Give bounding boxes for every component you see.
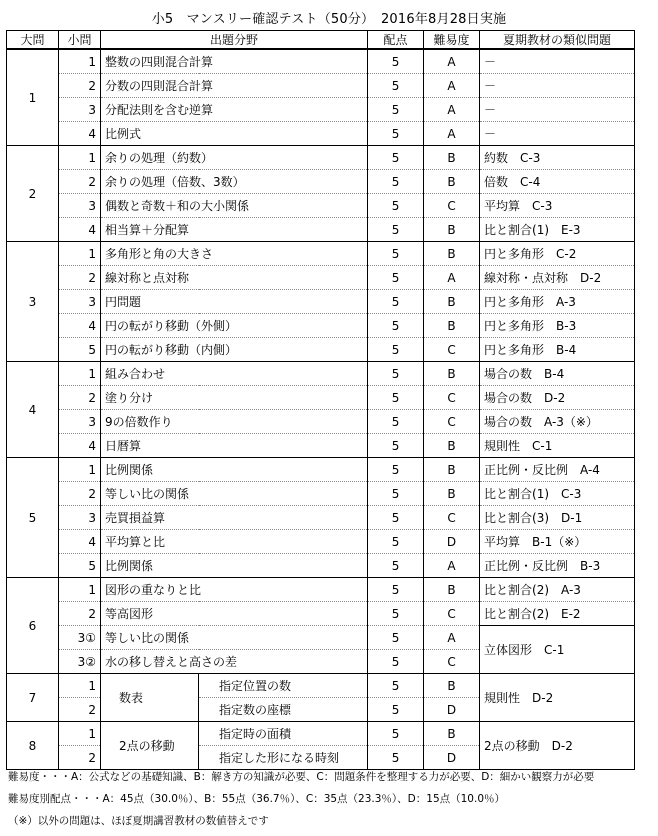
table-row [7, 482, 635, 506]
table-row [7, 170, 635, 194]
daimon-cell: 4 [7, 362, 59, 458]
shomon-cell: 3① [59, 626, 101, 650]
haiten-cell: 5 [368, 218, 424, 242]
topic-cell: 数表 [101, 674, 199, 722]
haiten-cell: 5 [368, 698, 424, 722]
nanido-cell: D [424, 530, 480, 554]
ruiji-cell: 円と多角形 C-2 [480, 242, 635, 266]
table-row [7, 386, 635, 410]
haiten-cell: 5 [368, 722, 424, 746]
ruiji-cell: － [480, 122, 635, 146]
haiten-cell: 5 [368, 74, 424, 98]
header-daimon: 大問 [7, 31, 59, 50]
shomon-cell: 2 [59, 602, 101, 626]
ruiji-cell: 比と割合(2) A-3 [480, 578, 635, 602]
table-row [7, 458, 635, 482]
ruiji-cell: 平均算 C-3 [480, 194, 635, 218]
bunya-cell: 等高図形 [101, 602, 368, 626]
daimon-cell: 7 [7, 674, 59, 722]
daimon-cell: 6 [7, 578, 59, 674]
nanido-cell: C [424, 506, 480, 530]
nanido-cell: B [424, 290, 480, 314]
bunya-cell: 分配法則を含む逆算 [101, 98, 368, 122]
haiten-cell: 5 [368, 530, 424, 554]
table-row [7, 674, 635, 698]
nanido-cell: C [424, 194, 480, 218]
table-row [7, 49, 635, 74]
ruiji-cell: 比と割合(2) E-2 [480, 602, 635, 626]
nanido-cell: B [424, 458, 480, 482]
ruiji-cell: 正比例・反比例 A-4 [480, 458, 635, 482]
nanido-cell: D [424, 698, 480, 722]
haiten-cell: 5 [368, 98, 424, 122]
haiten-cell: 5 [368, 290, 424, 314]
bunya-cell: 余りの処理（倍数、3数） [101, 170, 368, 194]
nanido-cell: B [424, 314, 480, 338]
shomon-cell: 1 [59, 674, 101, 698]
header-row [7, 31, 635, 50]
header-bunya: 出題分野 [101, 31, 368, 50]
shomon-cell: 3 [59, 98, 101, 122]
haiten-cell: 5 [368, 458, 424, 482]
bunya-cell: 等しい比の関係 [101, 626, 368, 650]
ruiji-cell: 比と割合(3) D-1 [480, 506, 635, 530]
ruiji-cell: 比と割合(1) C-3 [480, 482, 635, 506]
shomon-cell: 4 [59, 122, 101, 146]
ruiji-cell: 平均算 B-1（※） [480, 530, 635, 554]
ruiji-cell: － [480, 49, 635, 74]
ruiji-cell: 円と多角形 A-3 [480, 290, 635, 314]
nanido-cell: B [424, 146, 480, 170]
nanido-cell: C [424, 650, 480, 674]
ruiji-cell: 倍数 C-4 [480, 170, 635, 194]
ruiji-cell: 規則性 D-2 [480, 674, 635, 722]
table-row [7, 362, 635, 386]
shomon-cell: 1 [59, 578, 101, 602]
ruiji-cell: 比と割合(1) E-3 [480, 218, 635, 242]
remark: （※）以外の問題は、ほぼ夏期講習教材の数値替えです [8, 815, 269, 827]
table-row [7, 434, 635, 458]
table-row [7, 722, 635, 746]
bunya-cell: 組み合わせ [101, 362, 368, 386]
bunya-cell: 図形の重なりと比 [101, 578, 368, 602]
nanido-cell: B [424, 674, 480, 698]
nanido-cell: C [424, 386, 480, 410]
table-row [7, 98, 635, 122]
nanido-cell: B [424, 578, 480, 602]
table-row [7, 146, 635, 170]
haiten-cell: 5 [368, 386, 424, 410]
daimon-cell: 2 [7, 146, 59, 242]
haiten-cell: 5 [368, 194, 424, 218]
topic-cell: 2点の移動 [101, 722, 199, 770]
table-row [7, 74, 635, 98]
bunya-cell: 日暦算 [101, 434, 368, 458]
bunya-cell: 整数の四則混合計算 [101, 49, 368, 74]
haiten-cell: 5 [368, 506, 424, 530]
bunya-cell: 比例関係 [101, 554, 368, 578]
shomon-cell: 1 [59, 146, 101, 170]
nanido-cell: A [424, 122, 480, 146]
difficulty-legend: 難易度・・・A：公式などの基礎知識、B：解き方の知識が必要、C：問題条件を整理する力が必要、D：細かい観察力が必要 [8, 771, 595, 783]
bunya-cell: 分数の四則混合計算 [101, 74, 368, 98]
haiten-cell: 5 [368, 554, 424, 578]
table-row [7, 194, 635, 218]
table-row [7, 266, 635, 290]
sub-topic-cell: 指定した形になる時刻 [199, 746, 368, 770]
shomon-cell: 1 [59, 242, 101, 266]
bunya-cell: 円の転がり移動（外側） [101, 314, 368, 338]
shomon-cell: 1 [59, 458, 101, 482]
bunya-cell: 偶数と奇数＋和の大小関係 [101, 194, 368, 218]
haiten-cell: 5 [368, 578, 424, 602]
table-row [7, 338, 635, 362]
table-row [7, 314, 635, 338]
haiten-cell: 5 [368, 170, 424, 194]
test-analysis-table [6, 30, 635, 770]
haiten-cell: 5 [368, 146, 424, 170]
table-row [7, 122, 635, 146]
nanido-cell: A [424, 98, 480, 122]
table-row [7, 290, 635, 314]
ruiji-cell: 正比例・反比例 B-3 [480, 554, 635, 578]
daimon-cell: 5 [7, 458, 59, 578]
bunya-cell: 円の転がり移動（内側） [101, 338, 368, 362]
nanido-cell: B [424, 242, 480, 266]
ruiji-cell: 規則性 C-1 [480, 434, 635, 458]
shomon-cell: 3 [59, 410, 101, 434]
haiten-cell: 5 [368, 650, 424, 674]
nanido-cell: A [424, 74, 480, 98]
bunya-cell: 円問題 [101, 290, 368, 314]
haiten-cell: 5 [368, 314, 424, 338]
shomon-cell: 4 [59, 530, 101, 554]
shomon-cell: 3 [59, 194, 101, 218]
bunya-cell: 平均算と比 [101, 530, 368, 554]
header-nanido: 難易度 [424, 31, 480, 50]
shomon-cell: 2 [59, 698, 101, 722]
bunya-cell: 9の倍数作り [101, 410, 368, 434]
nanido-cell: B [424, 170, 480, 194]
daimon-cell: 8 [7, 722, 59, 770]
bunya-cell: 線対称と点対称 [101, 266, 368, 290]
header-shomon: 小問 [59, 31, 101, 50]
shomon-cell: 2 [59, 170, 101, 194]
bunya-cell: 多角形と角の大きさ [101, 242, 368, 266]
nanido-cell: B [424, 482, 480, 506]
table-row [7, 530, 635, 554]
daimon-cell: 3 [7, 242, 59, 362]
ruiji-cell: 円と多角形 B-3 [480, 314, 635, 338]
shomon-cell: 4 [59, 314, 101, 338]
shomon-cell: 5 [59, 338, 101, 362]
table-row [7, 242, 635, 266]
nanido-cell: C [424, 338, 480, 362]
haiten-cell: 5 [368, 266, 424, 290]
ruiji-cell: 場合の数 B-4 [480, 362, 635, 386]
haiten-cell: 5 [368, 410, 424, 434]
haiten-cell: 5 [368, 122, 424, 146]
nanido-cell: C [424, 410, 480, 434]
haiten-cell: 5 [368, 746, 424, 770]
header-ruiji: 夏期教材の類似問題 [480, 31, 635, 50]
shomon-cell: 5 [59, 554, 101, 578]
header-haiten: 配点 [368, 31, 424, 50]
bunya-cell: 等しい比の関係 [101, 482, 368, 506]
haiten-cell: 5 [368, 626, 424, 650]
haiten-cell: 5 [368, 602, 424, 626]
nanido-cell: B [424, 722, 480, 746]
haiten-cell: 5 [368, 242, 424, 266]
ruiji-cell: 2点の移動 D-2 [480, 722, 635, 770]
table-row [7, 410, 635, 434]
haiten-cell: 5 [368, 482, 424, 506]
shomon-cell: 2 [59, 386, 101, 410]
shomon-cell: 3 [59, 506, 101, 530]
bunya-cell: 比例関係 [101, 458, 368, 482]
table-row [7, 602, 635, 626]
shomon-cell: 1 [59, 362, 101, 386]
nanido-cell: A [424, 626, 480, 650]
ruiji-cell: － [480, 74, 635, 98]
ruiji-cell: 場合の数 D-2 [480, 386, 635, 410]
table-row [7, 506, 635, 530]
nanido-cell: B [424, 362, 480, 386]
sub-topic-cell: 指定位置の数 [199, 674, 368, 698]
table-row [7, 578, 635, 602]
ruiji-cell: 立体図形 C-1 [480, 626, 635, 674]
ruiji-cell: 円と多角形 B-4 [480, 338, 635, 362]
shomon-cell: 1 [59, 722, 101, 746]
haiten-cell: 5 [368, 674, 424, 698]
shomon-cell: 2 [59, 266, 101, 290]
sub-topic-cell: 指定数の座標 [199, 698, 368, 722]
table-row [7, 218, 635, 242]
haiten-cell: 5 [368, 434, 424, 458]
shomon-cell: 4 [59, 218, 101, 242]
shomon-cell: 1 [59, 49, 101, 74]
page-title: 小5 マンスリー確認テスト（50分） 2016年8月28日実施 [151, 12, 507, 27]
table-row [7, 554, 635, 578]
ruiji-cell: 場合の数 A-3（※） [480, 410, 635, 434]
haiten-cell: 5 [368, 362, 424, 386]
nanido-cell: B [424, 434, 480, 458]
nanido-cell: B [424, 218, 480, 242]
daimon-cell: 1 [7, 49, 59, 146]
shomon-cell: 2 [59, 746, 101, 770]
shomon-cell: 4 [59, 434, 101, 458]
shomon-cell: 2 [59, 482, 101, 506]
bunya-cell: 水の移し替えと高さの差 [101, 650, 368, 674]
haiten-cell: 5 [368, 49, 424, 74]
nanido-cell: A [424, 554, 480, 578]
shomon-cell: 3 [59, 290, 101, 314]
ruiji-cell: 約数 C-3 [480, 146, 635, 170]
bunya-cell: 余りの処理（約数） [101, 146, 368, 170]
ruiji-cell: － [480, 98, 635, 122]
shomon-cell: 2 [59, 74, 101, 98]
sub-topic-cell: 指定時の面積 [199, 722, 368, 746]
nanido-cell: D [424, 746, 480, 770]
haiten-cell: 5 [368, 338, 424, 362]
bunya-cell: 相当算＋分配算 [101, 218, 368, 242]
nanido-cell: A [424, 49, 480, 74]
bunya-cell: 塗り分け [101, 386, 368, 410]
notes [8, 766, 653, 832]
shomon-cell: 3② [59, 650, 101, 674]
table-row [7, 626, 635, 650]
nanido-cell: C [424, 602, 480, 626]
nanido-cell: A [424, 266, 480, 290]
bunya-cell: 売買損益算 [101, 506, 368, 530]
bunya-cell: 比例式 [101, 122, 368, 146]
points-by-difficulty: 難易度別配点・・・A：45点（30.0％）、B：55点（36.7％）、C：35点（23.3％）、D：15点（10.0％） [8, 793, 506, 805]
ruiji-cell: 線対称・点対称 D-2 [480, 266, 635, 290]
